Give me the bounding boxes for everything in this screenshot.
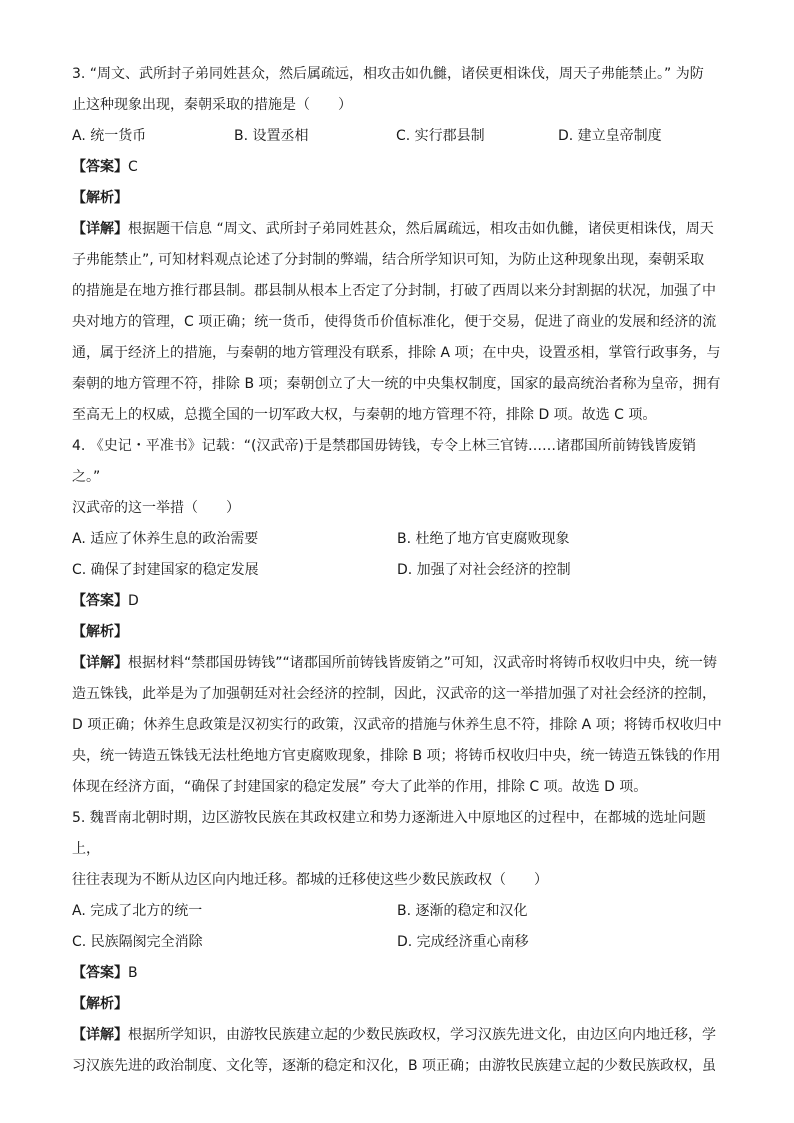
answer-tag: 【答案】	[72, 965, 128, 981]
detail-line: 造五铢钱，此举是为了加强朝廷对社会经济的控制，因此，汉武帝的这一举措加强了对社会经济的控制，	[72, 686, 716, 702]
answer-value: D	[128, 593, 139, 609]
answer-line	[72, 586, 722, 617]
detail-tag: 【详解】	[72, 1027, 128, 1043]
option-row	[72, 555, 722, 586]
question-stem: 4. 《史记・平准书》记载：“(汉武帝)于是禁郡国毋铸钱，专令上林三官铸……诸郡国所前铸钱皆废销之。”	[72, 438, 696, 485]
question-stem: 3. “周文、武所封子弟同姓甚众，然后属疏远，相攻击如仇雠，诸侯更相诛伐，周天子弗能禁止。” 为防	[72, 66, 704, 82]
option-row	[72, 927, 722, 958]
question-3	[72, 59, 722, 431]
detail-text: 根据材料“禁郡国毋铸钱”“诸郡国所前铸钱皆废销之”可知，汉武帝时将铸币权收归中央，统一铸	[128, 655, 718, 671]
question-stem: 往往表现为不断从边区向内地迁移。都城的迁移使这些少数民族政权（ ）	[72, 872, 548, 888]
option-d: D. 加强了对社会经济的控制	[397, 562, 571, 578]
detail-text: 根据题干信息 “周文、武所封子弟同姓甚众，然后属疏远，相攻击如仇雠，诸侯更相诛伐，周天	[128, 221, 714, 237]
detail-line: 秦朝的地方管理不符，排除 B 项；秦朝创立了大一统的中央集权制度，国家的最高统治者称为皇帝，拥有	[72, 376, 721, 392]
detail-line	[72, 648, 722, 679]
question-stem: 汉武帝的这一举措（ ）	[72, 500, 240, 516]
option-c: C. 确保了封建国家的稳定发展	[72, 562, 259, 578]
detail-line: 子弗能禁止”, 可知材料观点论述了分封制的弊端，结合所学知识可知，为防止这种现象出现，秦朝采取	[72, 252, 705, 268]
detail-tag: 【详解】	[72, 655, 128, 671]
detail-line: 的措施是在地方推行郡县制。郡县制从根本上否定了分封制，打破了西周以来分封割据的状况，加强了中	[72, 283, 716, 299]
option-a: A. 适应了休养生息的政治需要	[72, 531, 259, 547]
answer-value: C	[128, 159, 138, 175]
option-b: B. 杜绝了地方官吏腐败现象	[397, 531, 570, 547]
analysis-tag: 【解析】	[72, 190, 128, 206]
detail-line: D 项正确；休养生息政策是汉初实行的政策，汉武帝的措施与休养生息不符，排除 A 项；将铸币权收归中	[72, 717, 722, 733]
detail-line: 体现在经济方面，“确保了封建国家的稳定发展” 夸大了此举的作用，排除 C 项。故选 D 项。	[72, 779, 648, 795]
question-stem: 止这种现象出现，秦朝采取的措施是（ ）	[72, 97, 352, 113]
option-row	[72, 121, 722, 152]
option-c: C. 民族隔阂完全消除	[72, 934, 203, 950]
detail-line	[72, 214, 722, 245]
option-c: C. 实行郡县制	[396, 128, 485, 144]
detail-line	[72, 1020, 722, 1051]
option-b: B. 设置丞相	[234, 128, 309, 144]
answer-value: B	[128, 965, 138, 981]
answer-tag: 【答案】	[72, 159, 128, 175]
answer-line	[72, 152, 722, 183]
answer-line	[72, 958, 722, 989]
option-row	[72, 524, 722, 555]
detail-line: 央对地方的管理，C 项正确；统一货币，使得货币价值标准化，便于交易，促进了商业的发展和经济的流	[72, 314, 717, 330]
question-4	[72, 431, 722, 803]
analysis-tag: 【解析】	[72, 996, 128, 1012]
detail-line: 至高无上的权威，总揽全国的一切军政大权，与秦朝的地方管理不符，排除 D 项。故选 C 项。	[72, 407, 657, 423]
answer-tag: 【答案】	[72, 593, 128, 609]
option-b: B. 逐渐的稳定和汉化	[397, 903, 528, 919]
question-5	[72, 803, 722, 1082]
option-row	[72, 896, 722, 927]
option-d: D. 完成经济重心南移	[397, 934, 529, 950]
detail-line: 通，属于经济上的措施，与秦朝的地方管理没有联系，排除 A 项；在中央，设置丞相，掌管行政事务，与	[72, 345, 721, 361]
detail-line: 央，统一铸造五铢钱无法杜绝地方官吏腐败现象，排除 B 项；将铸币权收归中央，统一铸造五铢钱的作用	[72, 748, 721, 764]
question-stem: 5. 魏晋南北朝时期，边区游牧民族在其政权建立和势力逐渐进入中原地区的过程中，在都城的选址问题上，	[72, 810, 706, 857]
option-a: A. 完成了北方的统一	[72, 903, 203, 919]
option-d: D. 建立皇帝制度	[558, 128, 662, 144]
option-a: A. 统一货币	[72, 128, 147, 144]
analysis-tag: 【解析】	[72, 624, 128, 640]
page-content	[72, 59, 722, 1082]
detail-text: 根据所学知识，由游牧民族建立起的少数民族政权，学习汉族先进文化，由边区向内地迁移，学	[128, 1027, 716, 1043]
detail-tag: 【详解】	[72, 221, 128, 237]
detail-line: 习汉族先进的政治制度、文化等，逐渐的稳定和汉化，B 项正确；由游牧民族建立起的少数民族政权，虽	[72, 1058, 717, 1074]
